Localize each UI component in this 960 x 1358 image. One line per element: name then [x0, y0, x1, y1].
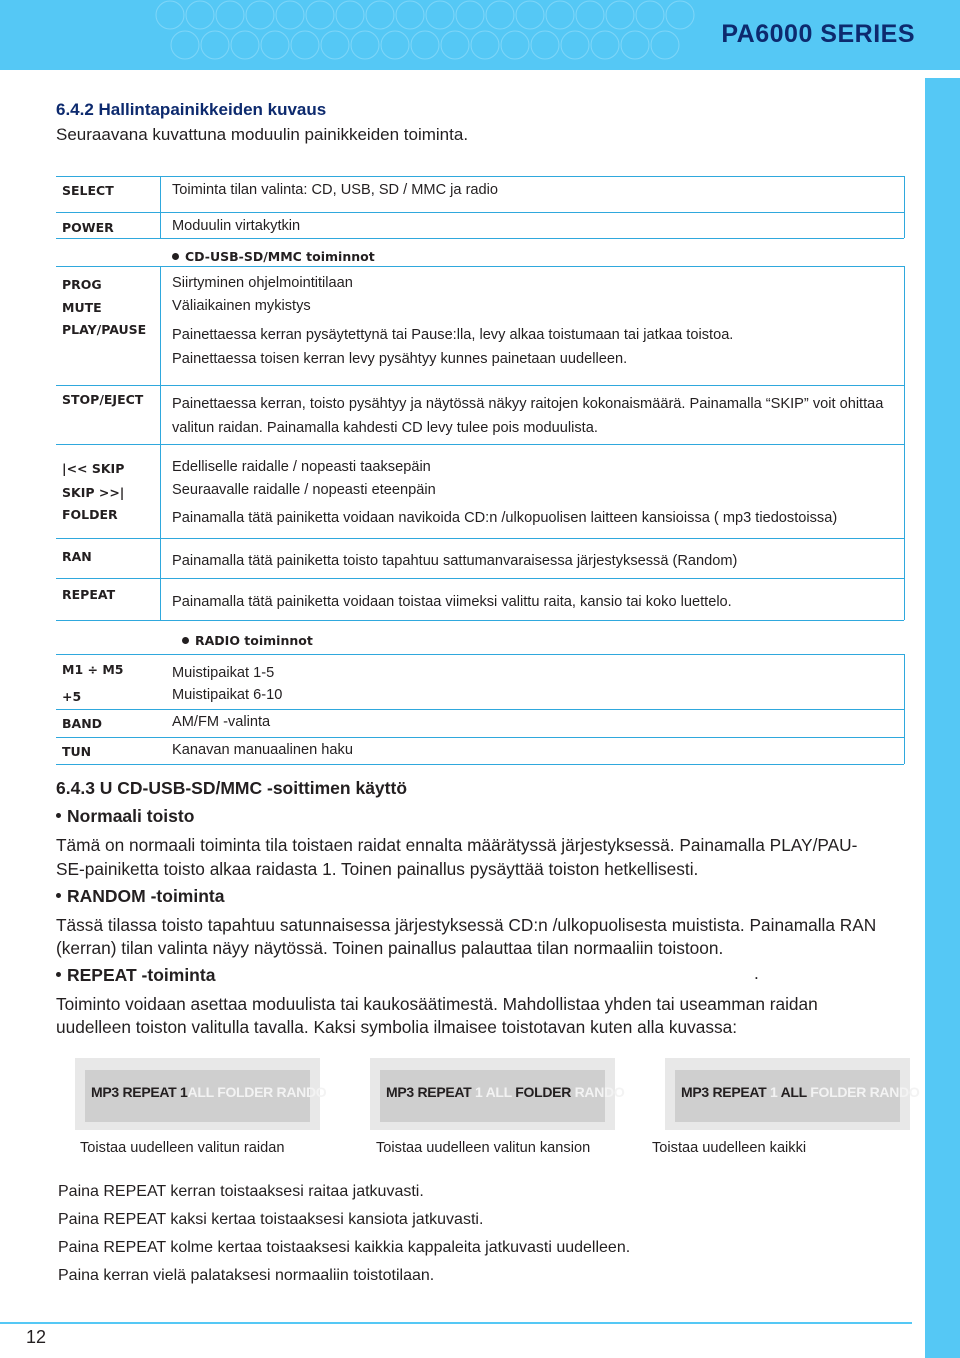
value-stop-eject-1: Painettaessa kerran, toisto pysähtyy ja näytössä näkyy raitojen kokonaismäärä. Painamalla “SKIP” voit ohittaa [172, 396, 884, 412]
random-heading: RANDOM -toiminta [56, 886, 224, 907]
value-play-pause-1: Painettaessa kerran pysäytettynä tai Pause:lla, levy alkaa toistumaan tai jatkaa toistoa. [172, 327, 734, 343]
bullet-icon [182, 637, 189, 644]
value-band: AM/FM -valinta [172, 714, 271, 730]
key-plus5: +5 [62, 689, 82, 704]
key-repeat: REPEAT [62, 587, 116, 602]
random-text-2: (kerran) tilan valinta näyy näytössä. Toinen painallus palauttaa tilan normaaliin toistoon. [56, 938, 724, 958]
footer-rule [0, 1322, 912, 1324]
instruction-line: Paina REPEAT kerran toistaaksesi raitaa jatkuvasti. [58, 1183, 424, 1200]
key-mute: MUTE [62, 300, 102, 315]
value-ran: Painamalla tätä painiketta toisto tapahtuu sattumanvaraisessa järjestyksessä (Random) [172, 553, 738, 569]
lcd-caption-all: Toistaa uudelleen kaikki [652, 1140, 807, 1156]
lcd-caption-track: Toistaa uudelleen valitun raidan [80, 1140, 285, 1156]
value-tun: Kanavan manuaalinen haku [172, 742, 353, 758]
bullet-icon [56, 813, 61, 818]
lcd-display-repeat-folder [370, 1058, 625, 1130]
radio-functions-header: RADIO toiminnot [182, 633, 313, 648]
normal-play-heading: Normaali toisto [56, 806, 194, 827]
lcd-caption-folder: Toistaa uudelleen valitun kansion [376, 1140, 591, 1156]
right-sidebar-band [925, 78, 960, 1358]
value-mute: Väliaikainen mykistys [172, 298, 311, 314]
repeat-heading: REPEAT -toiminta [56, 965, 215, 986]
key-skip-back: |<< SKIP [62, 461, 125, 476]
key-select: SELECT [62, 183, 114, 198]
key-play-pause: PLAY/PAUSE [62, 322, 147, 337]
normal-play-text-2: SE-painiketta toisto alkaa raidasta 1. Toinen painallus pysäyttää toiston hetkellisesti. [56, 859, 699, 879]
usage-title: 6.4.3 U CD-USB-SD/MMC -soittimen käyttö [56, 778, 408, 798]
bullet-icon [172, 253, 179, 260]
series-title: PA6000 SERIES [721, 20, 915, 48]
page-number: 12 [26, 1327, 47, 1347]
instruction-line: Paina REPEAT kolme kertaa toistaaksesi kaikkia kappaleita jatkuvasti uudelleen. [58, 1239, 631, 1256]
bullet-icon [56, 893, 61, 898]
repeat-text-1: Toiminto voidaan asettaa moduulista tai kaukosäätimestä. Mahdollistaa yhden tai useamman raidan [56, 994, 818, 1014]
cd-functions-header: CD-USB-SD/MMC toiminnot [172, 249, 375, 264]
instruction-line: Paina kerran vielä palataksesi normaaliin toistotilaan. [58, 1267, 435, 1284]
header-band [0, 0, 960, 70]
key-ran: RAN [62, 549, 92, 564]
key-prog: PROG [62, 277, 102, 292]
value-prog: Siirtyminen ohjelmointitilaan [172, 275, 353, 291]
value-select: Toiminta tilan valinta: CD, USB, SD / MMC ja radio [172, 182, 499, 198]
bullet-icon [56, 972, 61, 977]
lcd-display-repeat-track [75, 1058, 327, 1130]
normal-play-text-1: Tämä on normaali toiminta tila toistaen raidat ennalta määrätyssä järjestyksessä. Painamalla PLAY/PAU- [56, 835, 858, 855]
key-power: POWER [62, 220, 114, 235]
value-skip-forward: Seuraavalle raidalle / nopeasti eteenpäin [172, 482, 436, 498]
section-subtitle: Seuraavana kuvattuna moduulin painikkeiden toiminta. [56, 125, 469, 144]
value-repeat: Painamalla tätä painiketta voidaan toistaa viimeksi valittu raita, kansio tai koko luettelo. [172, 594, 732, 610]
lcd-text: MP3 REPEAT 1 ALL FOLDER RANDO [386, 1084, 625, 1100]
key-folder: FOLDER [62, 507, 118, 522]
lcd-display-repeat-all [665, 1058, 920, 1130]
value-folder: Painamalla tätä painiketta voidaan navikoida CD:n /ulkopuolisen laitteen kansioissa ( mp3 tiedostoissa) [172, 510, 838, 526]
stray-dot: . [754, 963, 759, 983]
key-skip-forward: SKIP >>| [62, 485, 125, 500]
value-power: Moduulin virtakytkin [172, 218, 301, 234]
value-m1-m5: Muistipaikat 1-5 [172, 665, 275, 681]
repeat-text-2: uudelleen toiston valitulla tavalla. Kaksi symbolia ilmaisee toistotavan kuten alla kuvassa: [56, 1017, 738, 1037]
random-text-1: Tässä tilassa toisto tapahtuu satunnaisessa järjestyksessä CD:n /ulkopuolisesta muistista. Painamalla RAN [56, 915, 877, 935]
key-stop-eject: STOP/EJECT [62, 392, 144, 407]
value-play-pause-2: Painettaessa toisen kerran levy pysähtyy kunnes painetaan uudelleen. [172, 351, 628, 367]
section-title: 6.4.2 Hallintapainikkeiden kuvaus [56, 100, 327, 119]
value-plus5: Muistipaikat 6-10 [172, 687, 283, 703]
key-band: BAND [62, 716, 103, 731]
key-tun: TUN [62, 744, 92, 759]
lcd-text: MP3 REPEAT 1 ALL FOLDER RANDO [681, 1084, 920, 1100]
value-stop-eject-2: valitun raidan. Painamalla kahdesti CD levy tulee pois moduulista. [172, 420, 598, 436]
key-m1-m5: M1 ÷ M5 [62, 662, 124, 677]
value-skip-back: Edelliselle raidalle / nopeasti taaksepäin [172, 459, 431, 475]
lcd-text: MP3 REPEAT 1ALL FOLDER RANDO [91, 1084, 327, 1100]
instruction-line: Paina REPEAT kaksi kertaa toistaaksesi kansiota jatkuvasti. [58, 1211, 484, 1228]
